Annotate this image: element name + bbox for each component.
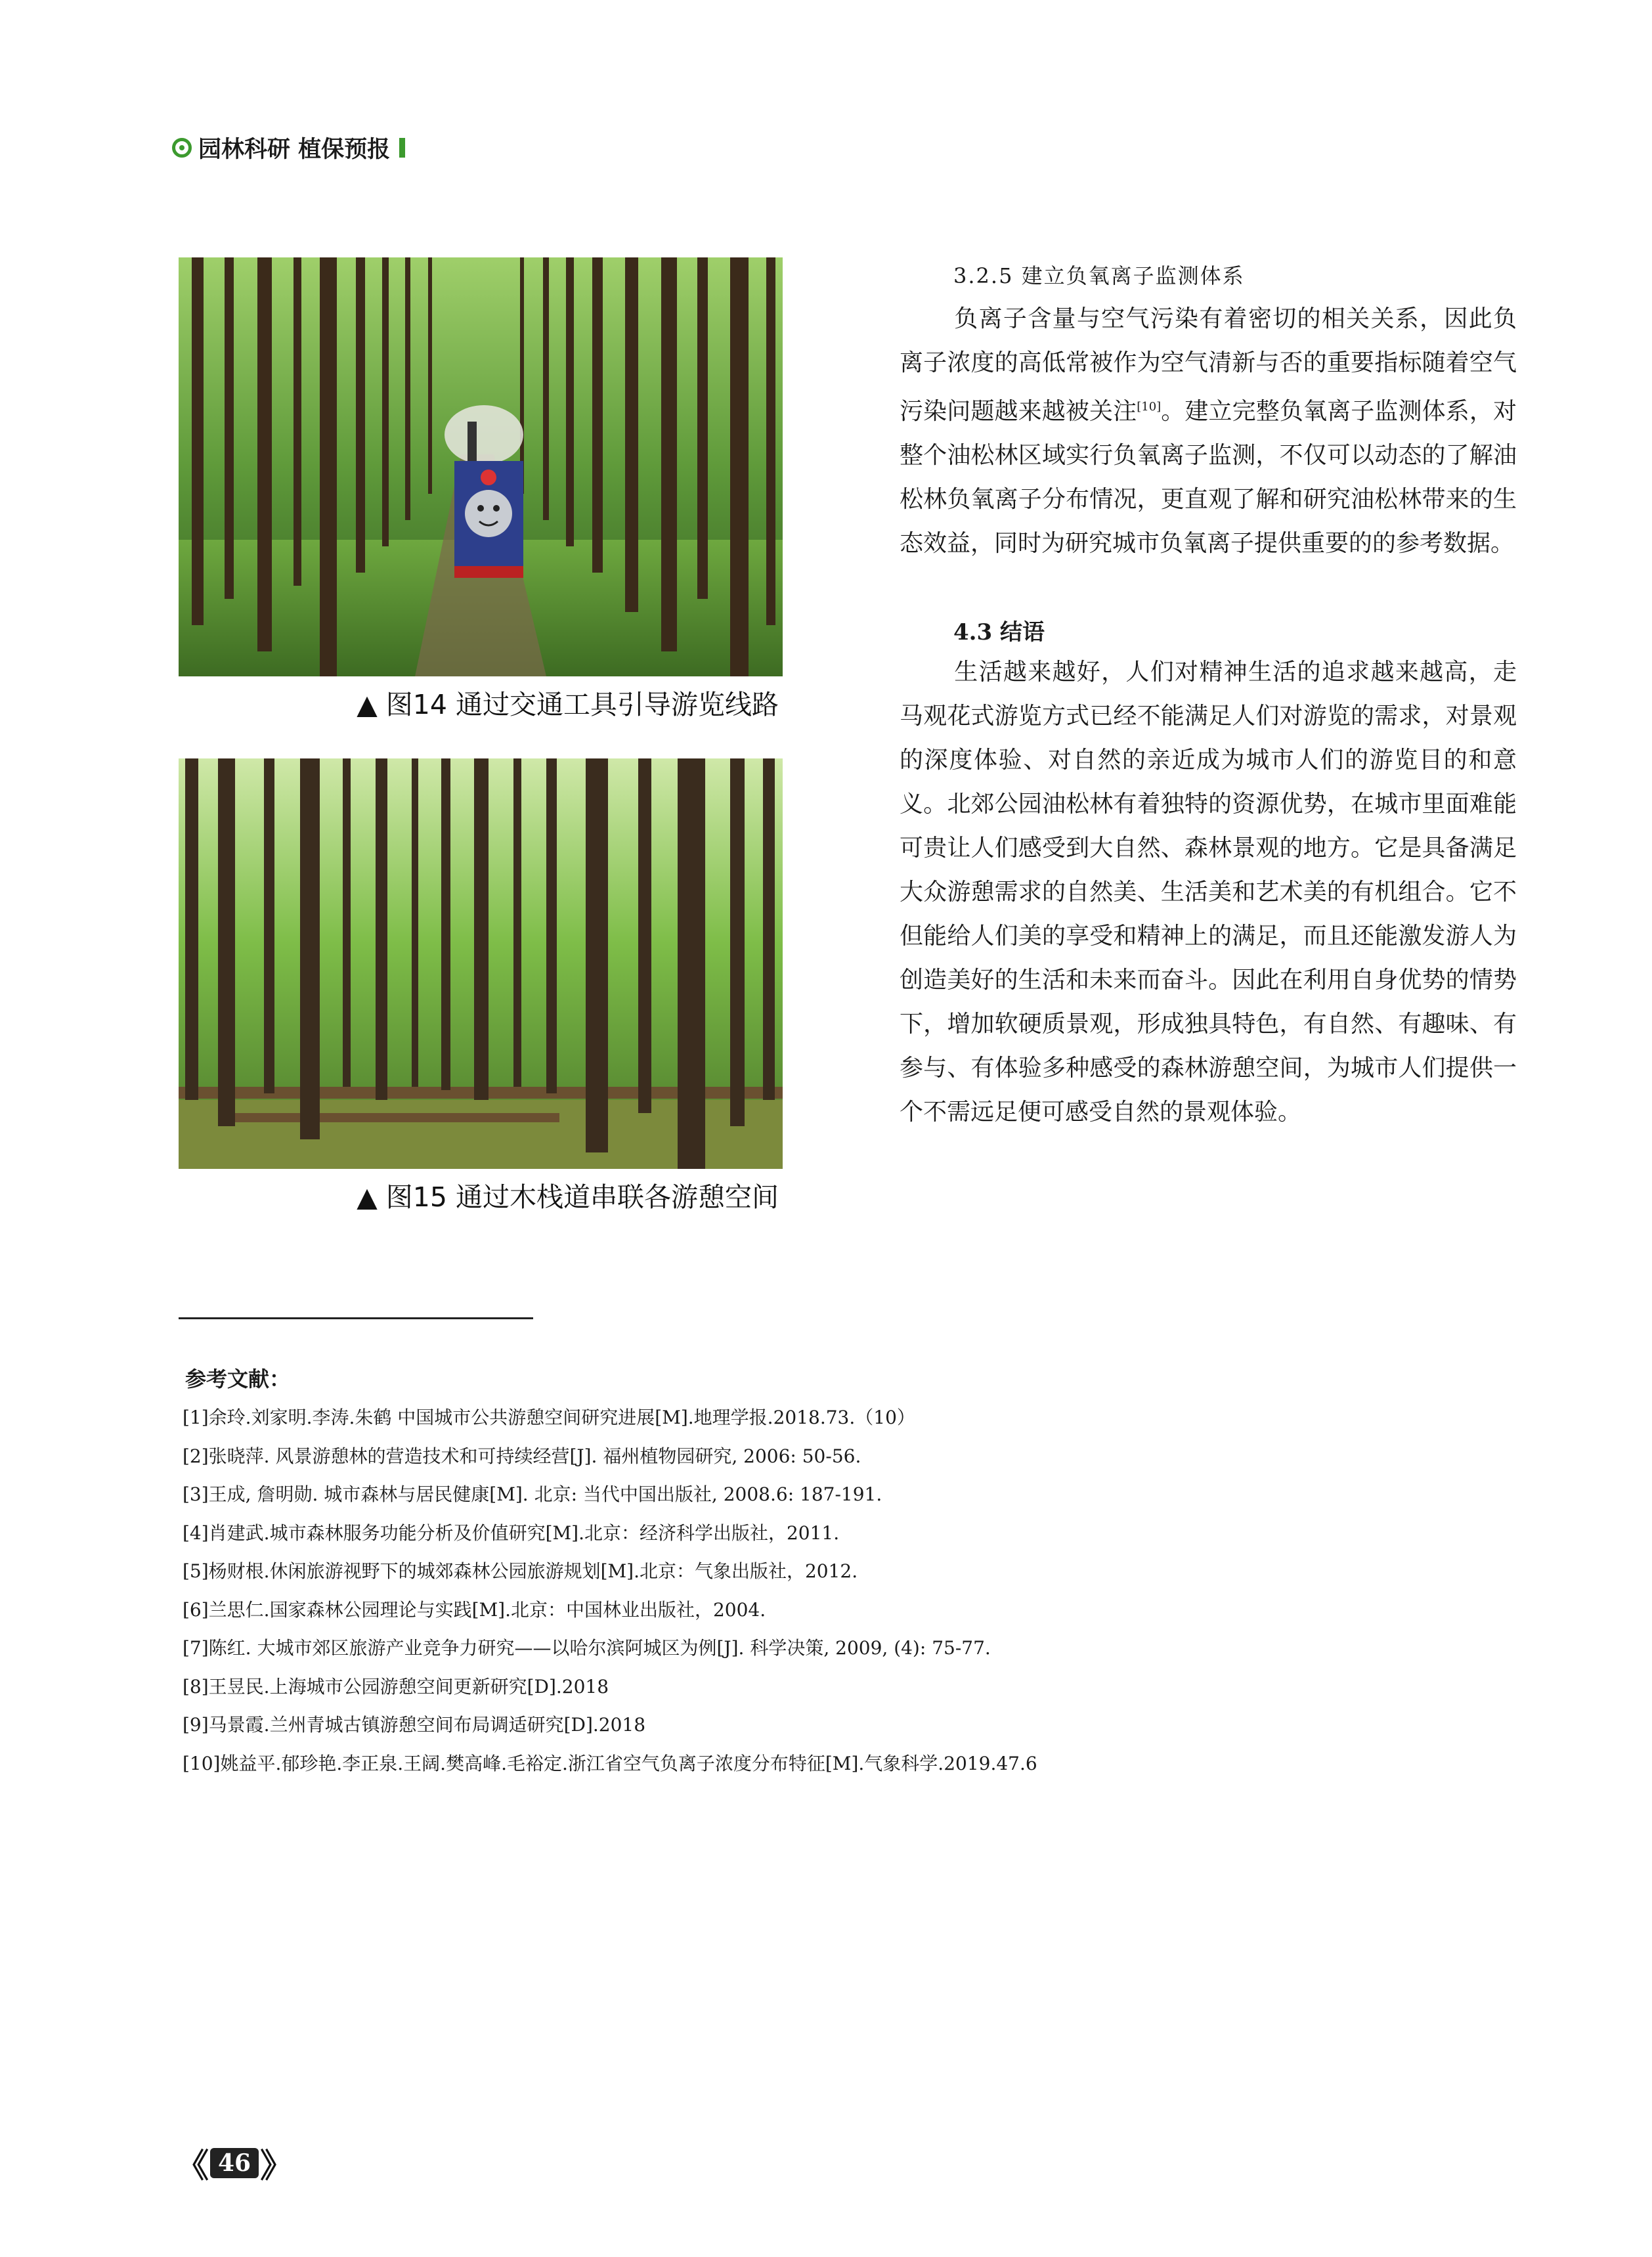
running-header (172, 131, 405, 164)
ring-icon (172, 138, 192, 158)
reference-item: [10]姚益平.郁珍艳.李正泉.王阔.樊高峰.毛裕定.浙江省空气负离子浓度分布特征[M].气象科学.2019.47.6 (183, 1752, 1037, 1774)
header-title: 园林科研 植保预报 (198, 137, 391, 163)
paragraph-text: 负离子含量与空气污染有着密切的相关关系，因此负离子浓度的高低常被作为空气清新与否的重要指标随着空气污染问题越来越被关注 (900, 305, 1517, 425)
reference-item: [4]肖建武.城市森林服务功能分析及价值研究[M].北京：经济科学出版社，2011. (183, 1522, 840, 1544)
reference-item: [1]余玲.刘家明.李涛.朱鹤 中国城市公共游憩空间研究进展[M].地理学报.2018.73.（10） (183, 1407, 915, 1428)
section-3-2-5-heading: 3.2.5 建立负氧离子监测体系 (953, 263, 1245, 288)
reference-item: [2]张晓萍. 风景游憩林的营造技术和可持续经营[J]. 福州植物园研究, 2006: 50-56. (183, 1445, 861, 1467)
reference-item: [8]王昱民.上海城市公园游憩空间更新研究[D].2018 (183, 1675, 609, 1698)
reference-item: [9]马景霞.兰州青城古镇游憩空间布局调适研究[D].2018 (183, 1714, 646, 1736)
reference-item: [6]兰思仁.国家森林公园理论与实践[M].北京：中国林业出版社，2004. (183, 1598, 766, 1621)
paragraph-text: 生活越来越好，人们对精神生活的追求越来越高，走马观花式游览方式已经不能满足人们对游览的需求，对景观的深度体验、对自然的亲近成为城市人们的游览目的和意义。北郊公园油松林有着独特的资源优势，在城市里面难能可贵让人们感受到大自然、森林景观的地方。它是具备满足大众游憩需求的自然美、生活美和艺术美的有机组合。它不但能给人们美的享受和精神上的满足，而且还能激发游人为创造美好的生活和未来而奋斗。因此在利用自身优势的情势下，增加软硬质景观，形成独具特色，有自然、有趣味、有参与、有体验多种感受的森林游憩空间，为城市人们提供一个不需远足便可感受自然的景观体验。 (900, 659, 1517, 1126)
page-number (176, 2139, 293, 2187)
citation-marker: [10] (1137, 400, 1162, 414)
reference-item: [3]王成, 詹明勋. 城市森林与居民健康[M]. 北京: 当代中国出版社, 2008.6: 187-191. (183, 1483, 882, 1505)
paragraph-text-continued: 。建立完整负氧离子监测体系，对整个油松林区域实行负氧离子监测，不仅可以动态的了解油松林负氧离子分布情况，更直观了解和研究油松林带来的生态效益，同时为研究城市负氧离子提供重要的的参考数据。 (900, 398, 1517, 557)
figure-14-caption: ▲ 图14 通过交通工具引导游览线路 (357, 689, 779, 720)
forest-boardwalk-photo (179, 758, 783, 1169)
page-number-value: 46 (210, 2148, 259, 2178)
reference-item: [7]陈红. 大城市郊区旅游产业竞争力研究——以哈尔滨阿城区为例[J]. 科学决策, 2009, (4): 75-77. (183, 1637, 991, 1659)
footnote-divider (179, 1317, 533, 1319)
reference-list (183, 1399, 1496, 1783)
reference-item: [5]杨财根.休闲旅游视野下的城郊森林公园旅游规划[M].北京：气象出版社，2012. (183, 1560, 858, 1582)
header-accent-bar (399, 138, 405, 158)
section-3-2-5-paragraph (900, 297, 1517, 565)
forest-train-photo (179, 257, 783, 676)
chevron-left-icon: 《 (176, 2147, 209, 2185)
section-4-3-paragraph (900, 650, 1517, 1134)
chevron-right-icon: 》 (260, 2147, 293, 2185)
figure-15-caption: ▲ 图15 通过木栈道串联各游憩空间 (357, 1181, 779, 1213)
references-heading: 参考文献： (185, 1367, 291, 1391)
section-4-3-heading: 4.3 结语 (953, 619, 1045, 646)
